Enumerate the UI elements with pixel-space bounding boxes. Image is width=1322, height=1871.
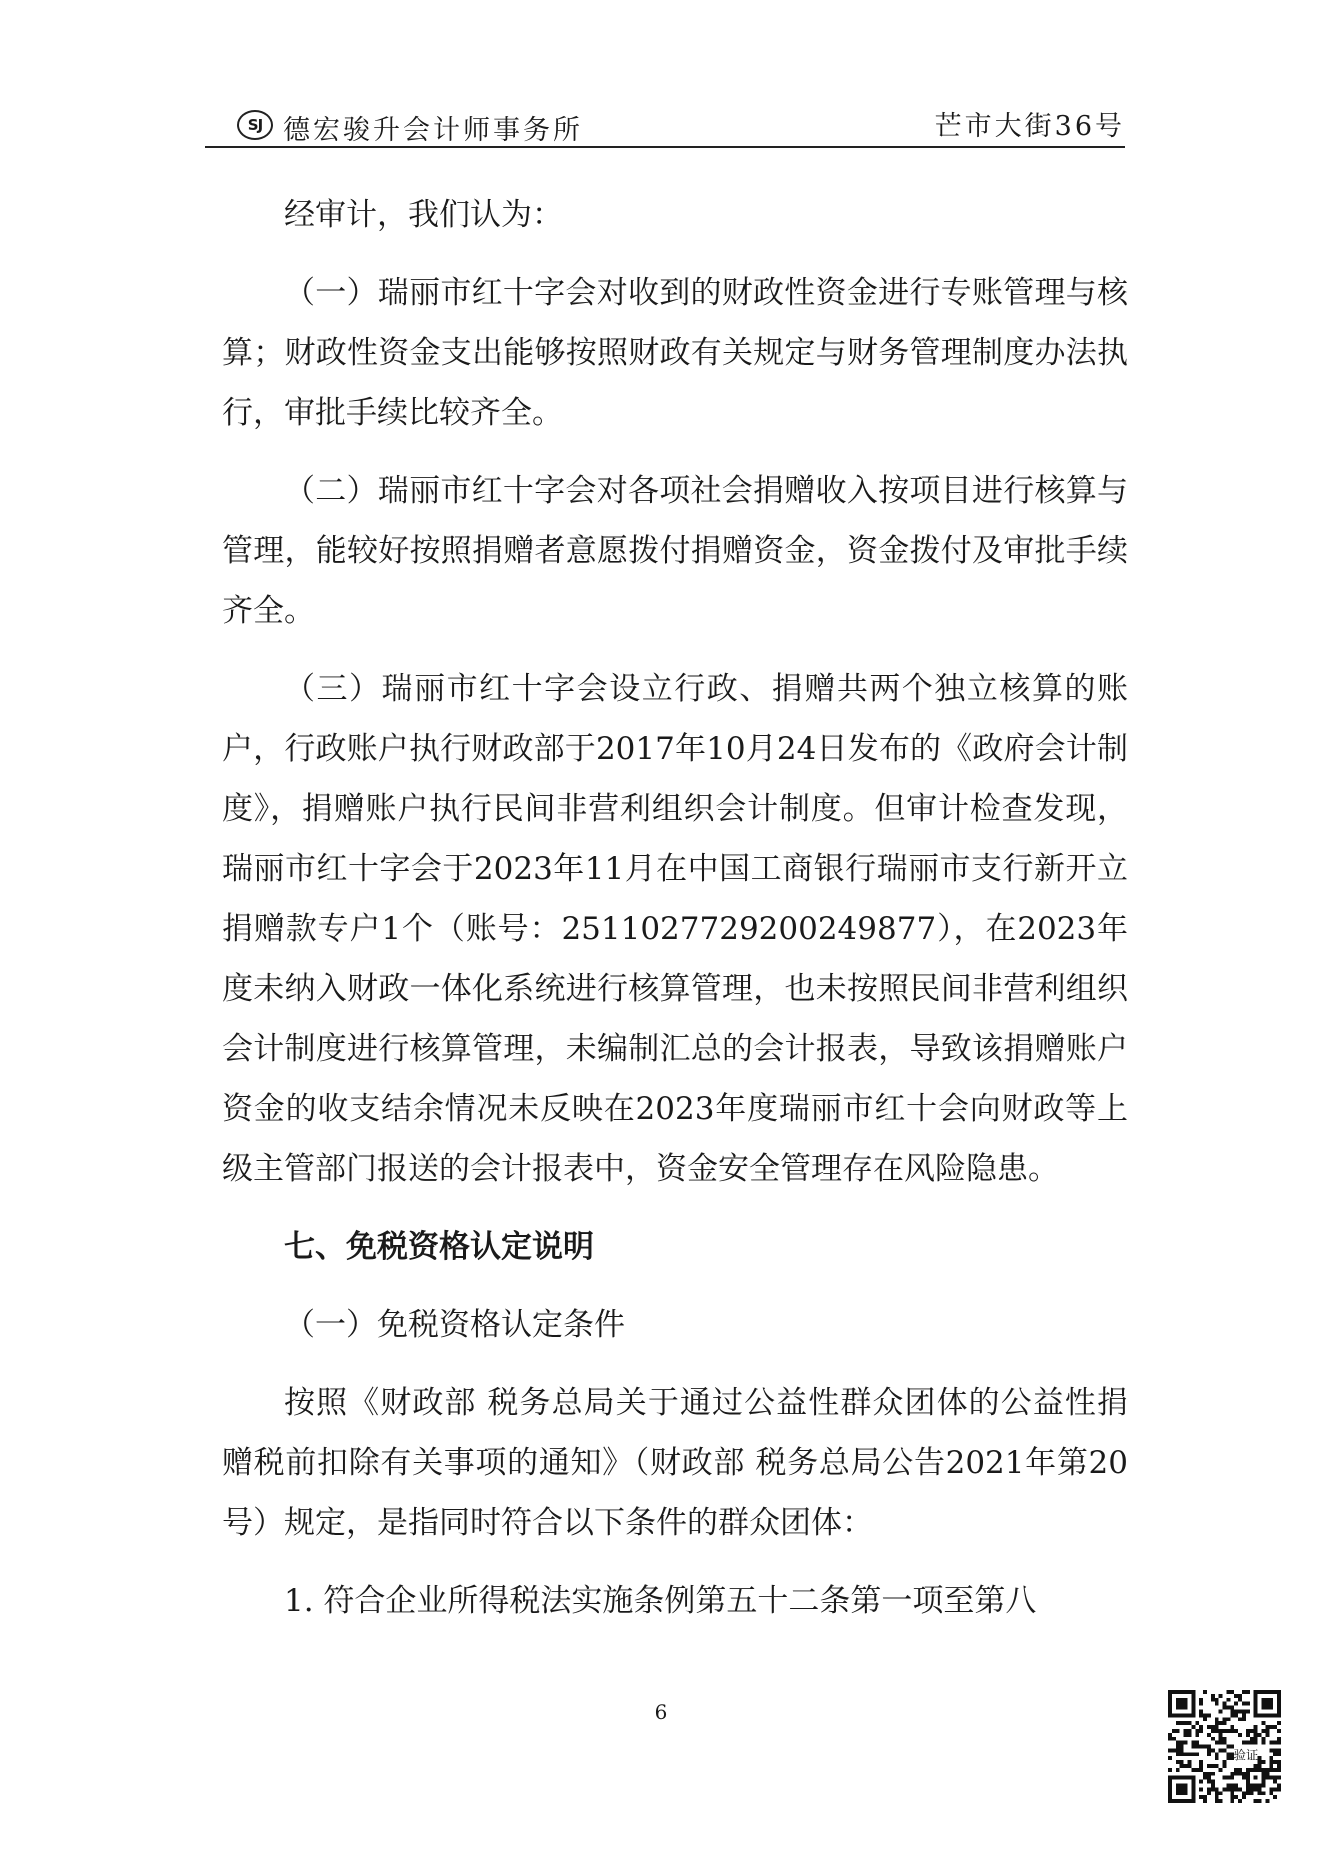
header-divider — [205, 146, 1125, 148]
document-body — [222, 185, 1128, 1631]
page-number: 6 — [654, 1700, 668, 1724]
paragraph-condition-1: 1. 符合企业所得税法实施条例第五十二条第一项至第八 — [284, 1583, 1037, 1619]
firm-logo — [237, 110, 273, 140]
firm-address: 芒市大街36号 — [934, 111, 1125, 142]
subsection-heading: （一）免税资格认定条件 — [284, 1307, 625, 1343]
section-heading: 七、免税资格认定说明 — [284, 1229, 594, 1265]
paragraph-item-3 — [222, 659, 1128, 1199]
qr-caption: 验证 — [1233, 1747, 1259, 1763]
paragraph-regulation: 按照《财政部 税务总局关于通过公益性群众团体的公益性捐赠税前扣除有关事项的通知》（财政部 税务总局公告2021年第20号）规定，是指同时符合以下条件的群众团体： — [222, 1385, 1128, 1541]
firm-name: 德宏骏升会计师事务所 — [283, 115, 583, 146]
paragraph-item-3-text: （三）瑞丽市红十字会设立行政、捐赠共两个独立核算的账户，行政账户执行财政部于2017年10月24日发布的《政府会计制度》，捐赠账户执行民间非营利组织会计制度。但审计检查发现，瑞丽市红十字会于2023年11月在中国工商银行瑞丽市支行新开立捐赠款专户1个（账号： — [222, 671, 1128, 947]
paragraph-item-1: （一）瑞丽市红十字会对收到的财政性资金进行专账管理与核算；财政性资金支出能够按照财政有关规定与财务管理制度办法执行，审批手续比较齐全。 — [222, 275, 1128, 431]
qr-code-graphic — [1168, 1690, 1281, 1803]
page-header — [205, 92, 1125, 146]
paragraph-item-3-rest: ），在2023年度未纳入财政一体化系统进行核算管理，也未按照民间非营利组织会计制度进行核算管理，未编制汇总的会计报表，导致该捐赠账户资金的收支结余情况未反映在2023年度瑞丽市红十会向财政等上级主管部门报送的会计报表中，资金安全管理存在风险隐患。 — [222, 911, 1128, 1187]
paragraph-intro: 经审计，我们认为： — [284, 197, 563, 233]
paragraph-item-2: （二）瑞丽市红十字会对各项社会捐赠收入按项目进行核算与管理，能较好按照捐赠者意愿拨付捐赠资金，资金拨付及审批手续齐全。 — [222, 473, 1128, 629]
firm-logo-text: SJ — [247, 116, 263, 134]
qr-code-icon — [1168, 1690, 1281, 1803]
account-number: 2511027729200249877 — [561, 911, 937, 947]
